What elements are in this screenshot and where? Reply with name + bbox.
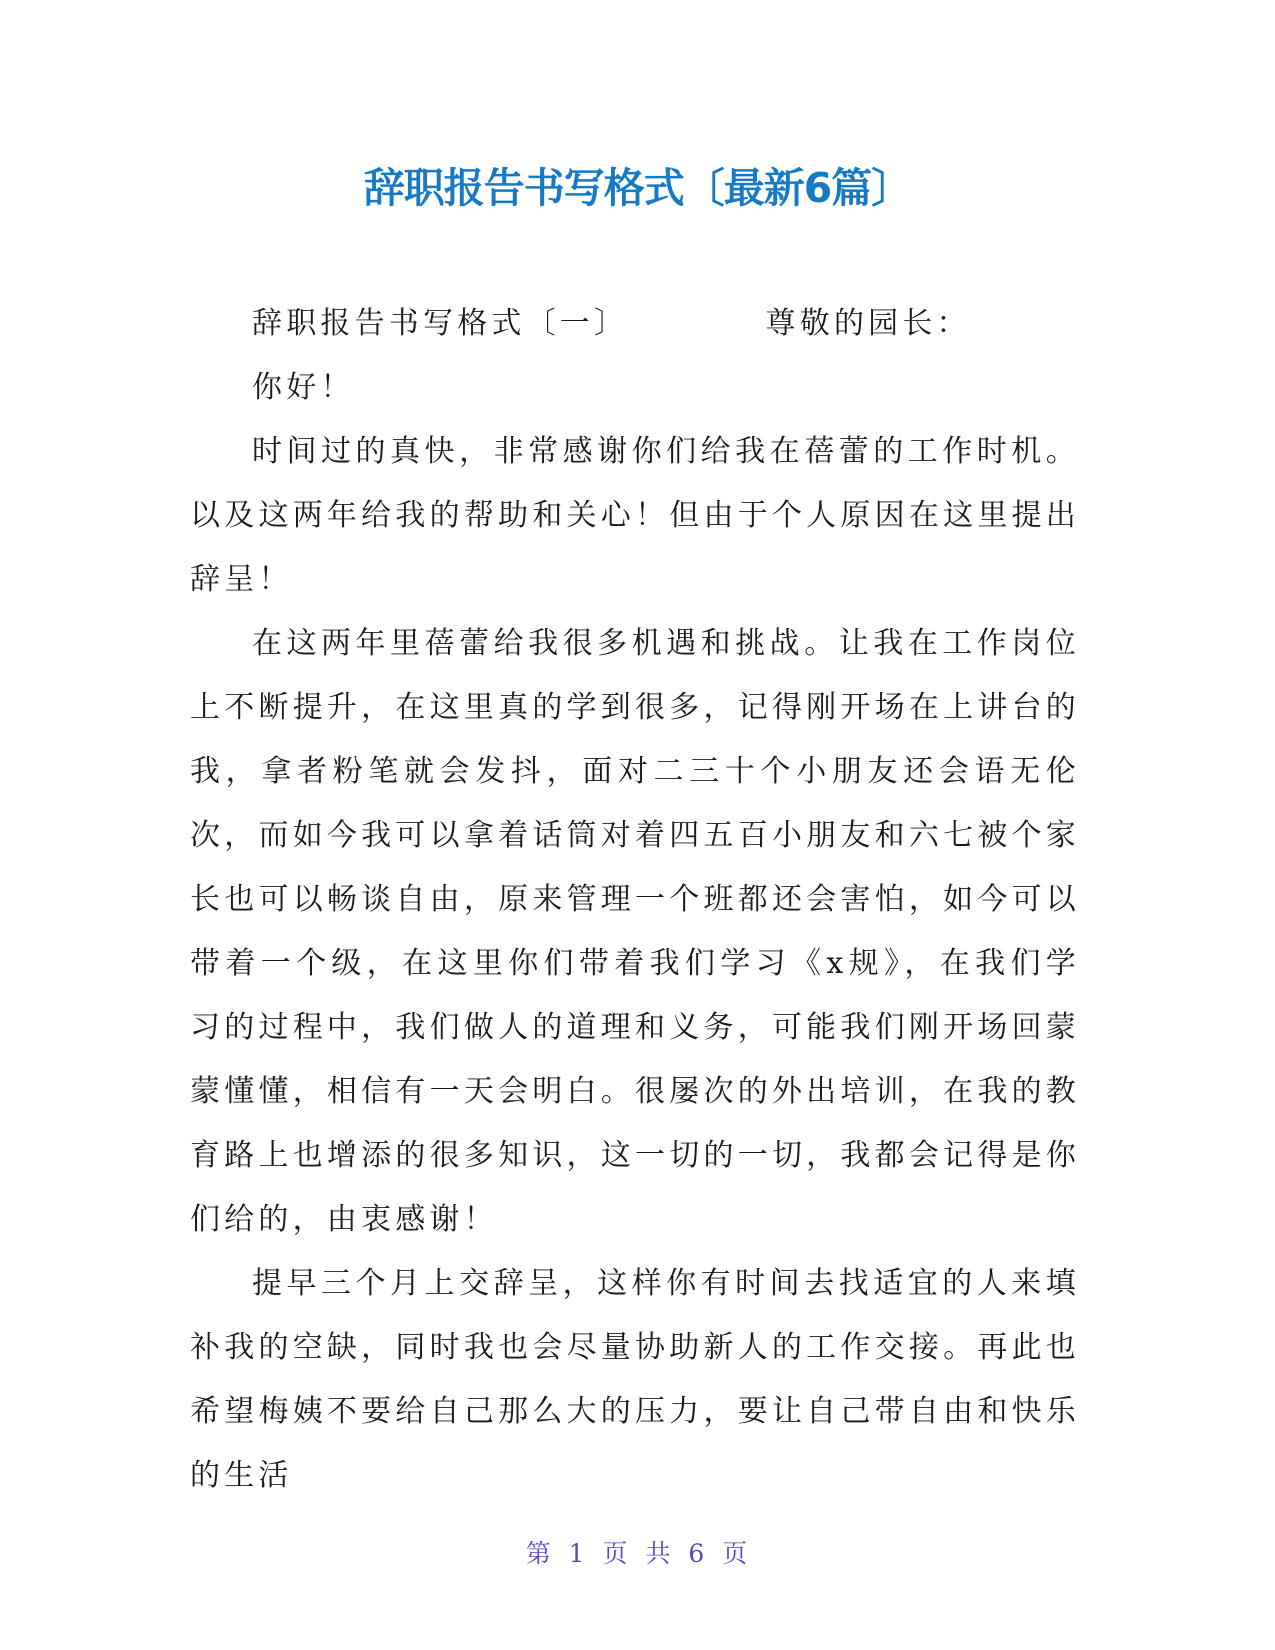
paragraph-heading-salutation: 辞职报告书写格式〔一〕 尊敬的园长： [252,306,971,341]
paragraph-greeting: 你好！ [252,370,355,405]
document-body [190,292,1080,1508]
page-footer: 第 1 页 共 6 页 [525,1539,750,1568]
paragraph-experience: 在这两年里蓓蕾给我很多机遇和挑战。让我在工作岗位上不断提升，在这里真的学到很多，记得刚开场在上讲台的我，拿者粉笔就会发抖，面对二三十个小朋友还会语无伦次，而如今我可以拿着话筒对着四五百小朋友和六七被个家长也可以畅谈自由，原来管理一个班都还会害怕，如今可以带着一个级，在这里你们带着我们学习《x规》，在我们学习的过程中，我们做人的道理和义务，可能我们刚开场回蒙蒙懂懂，相信有一天会明白。很屡次的外出培训，在我的教育路上也增添的很多知识，这一切的一切，我都会记得是你们给的，由衷感谢！ [190,626,1080,1237]
document-title: 辞职报告书写格式〔最新6篇〕 [363,164,912,212]
paragraph-thanks: 时间过的真快，非常感谢你们给我在蓓蕾的工作时机。以及这两年给我的帮助和关心！但由于个人原因在这里提出辞呈！ [190,434,1080,597]
paragraph-notice: 提早三个月上交辞呈，这样你有时间去找适宜的人来填补我的空缺，同时我也会尽量协助新人的工作交接。再此也希望梅姨不要给自己那么大的压力，要让自己带自由和快乐的生活 [190,1266,1080,1493]
